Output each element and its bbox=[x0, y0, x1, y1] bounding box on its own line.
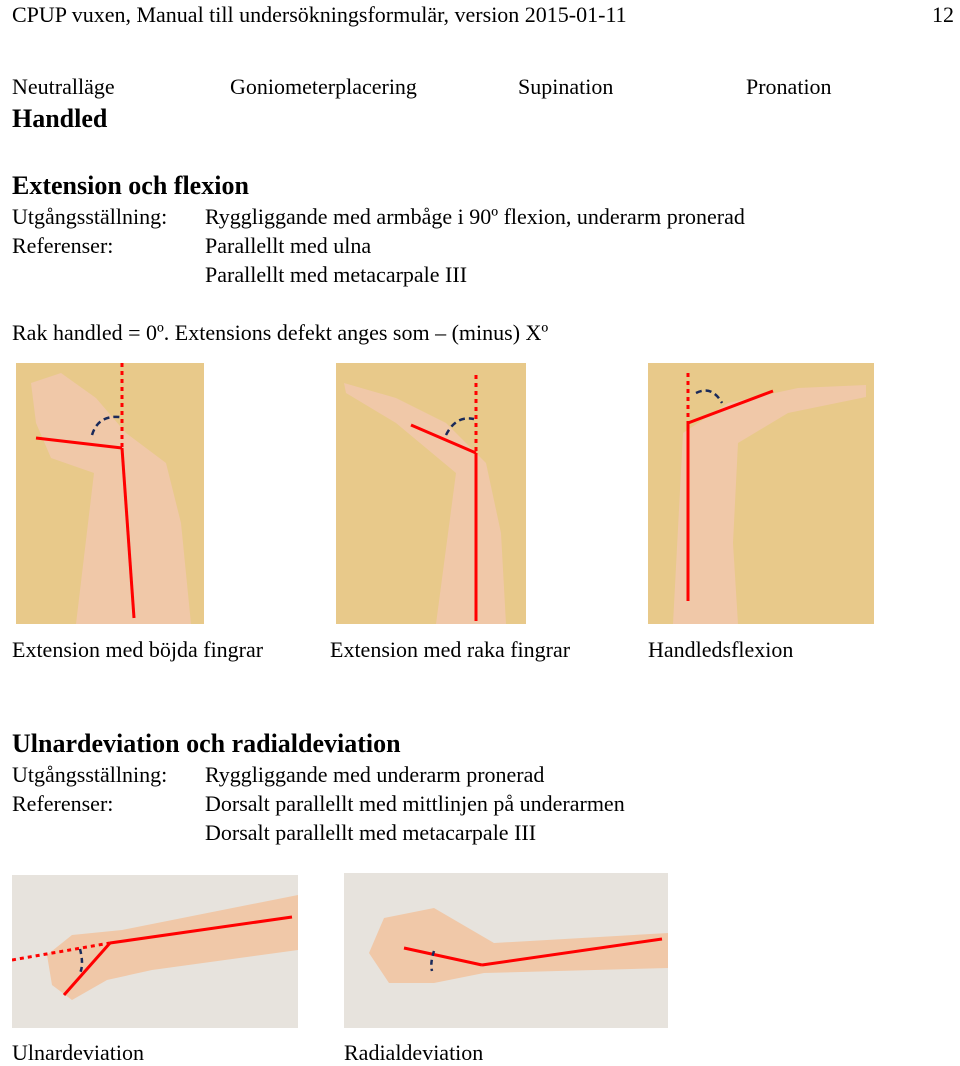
column-header-neutral: Neutralläge bbox=[12, 74, 115, 99]
caption-extension-straight: Extension med raka fingrar bbox=[330, 637, 571, 662]
photo-radial-deviation bbox=[344, 873, 668, 1028]
extension-start-value: Ryggliggande med armbåge i 90º flexion, underarm pronerad bbox=[205, 204, 745, 229]
extension-title: Extension och flexion bbox=[12, 171, 249, 200]
deviation-ref-label: Referenser: bbox=[12, 791, 114, 816]
deviation-start-label: Utgångsställning: bbox=[12, 762, 168, 787]
caption-extension-bent: Extension med böjda fingrar bbox=[12, 637, 264, 662]
extension-ref-2: Parallellt med metacarpale III bbox=[205, 262, 468, 287]
deviation-ref-1: Dorsalt parallellt med mittlinjen på underarmen bbox=[205, 791, 625, 816]
column-header-supination: Supination bbox=[518, 74, 614, 99]
photo-extension-bent-fingers bbox=[16, 363, 204, 624]
deviation-ref-2: Dorsalt parallellt med metacarpale III bbox=[205, 820, 537, 845]
deviation-start-value: Ryggliggande med underarm pronerad bbox=[205, 762, 545, 787]
section-title: Handled bbox=[12, 104, 108, 133]
column-header-pronation: Pronation bbox=[746, 74, 832, 99]
caption-ulnar-deviation: Ulnardeviation bbox=[12, 1040, 144, 1065]
extension-ref-label: Referenser: bbox=[12, 233, 114, 258]
extension-start-label: Utgångsställning: bbox=[12, 204, 168, 229]
extension-note: Rak handled = 0º. Extensions defekt anges som – (minus) Xº bbox=[12, 320, 549, 345]
deviation-title: Ulnardeviation och radialdeviation bbox=[12, 729, 401, 758]
photo-ulnar-deviation bbox=[12, 875, 298, 1028]
photo-wrist-flexion bbox=[648, 363, 874, 624]
extension-ref-1: Parallellt med ulna bbox=[205, 233, 372, 258]
caption-wrist-flexion: Handledsflexion bbox=[648, 637, 794, 662]
document-header: CPUP vuxen, Manual till undersökningsformulär, version 2015-01-11 bbox=[12, 2, 627, 27]
page-number: 12 bbox=[932, 2, 954, 27]
caption-radial-deviation: Radialdeviation bbox=[344, 1040, 484, 1065]
column-header-goniometer: Goniometerplacering bbox=[230, 74, 417, 99]
photo-extension-straight-fingers bbox=[336, 363, 526, 624]
